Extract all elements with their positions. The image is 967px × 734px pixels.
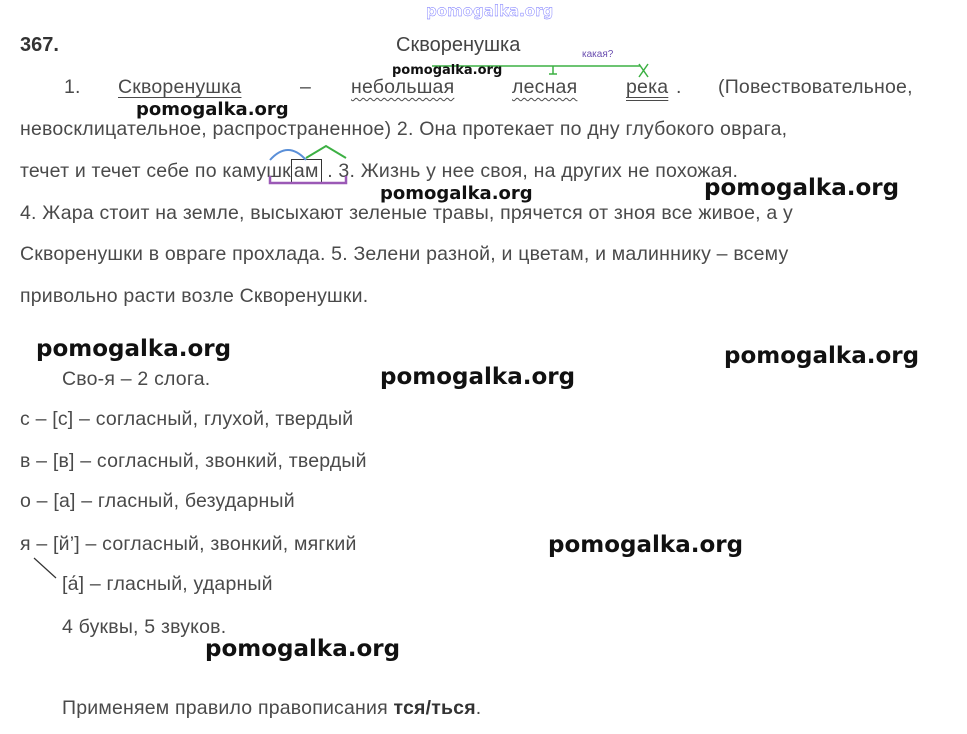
watermark-7: pomogalka.org (380, 364, 576, 390)
rule-prefix: Применяем правило правописания (62, 697, 394, 719)
phonetic-row-1: с – [с] – согласный, глухой, твердый (20, 408, 354, 430)
watermark-5: pomogalka.org (36, 336, 232, 362)
exercise-number: 367. (20, 34, 59, 56)
text-line-6: привольно расти возле Скворенушки. (20, 285, 369, 307)
phonetic-row-2: в – [в] – согласный, звонкий, твердый (20, 450, 367, 472)
word-base-bracket (270, 176, 346, 183)
subject-word: Скворенушка (118, 76, 242, 98)
word-root: камушк (222, 160, 291, 182)
syllables-line: Сво-я – 2 слога. (62, 368, 211, 390)
watermark-2: pomogalka.org (136, 99, 289, 120)
root-arc-icon (270, 150, 306, 160)
rule-bold: тся/ться (393, 697, 476, 719)
word-ending: ам (291, 159, 322, 183)
sound-link-line (34, 558, 56, 578)
predicate-word: река (626, 76, 669, 98)
rule-suffix: . (475, 697, 482, 719)
watermark-6: pomogalka.org (724, 343, 920, 369)
phonetic-row-5: [а́] – гласный, ударный (62, 573, 273, 595)
watermark-3: pomogalka.org (380, 183, 533, 204)
attribute-word-1: небольшая (351, 76, 455, 98)
line-3-prefix: течет и течет себе по (20, 160, 223, 182)
attribute-word-2: лесная (512, 76, 578, 98)
watermark-1: pomogalka.org (392, 63, 503, 78)
line-3-suffix: . 3. Жизнь у нее своя, на других не похожая. (321, 160, 739, 182)
phonetic-row-3: о – [а] – гласный, безударный (20, 490, 295, 512)
sentence-1-number: 1. (64, 76, 81, 98)
text-line-5: Скворенушки в овраге прохлада. 5. Зелени разной, и цветам, и малиннику – всему (20, 243, 789, 265)
watermark-top[interactable]: pomogalka.org (426, 2, 554, 20)
period: . (676, 76, 682, 98)
exercise-title: Скворенушка (396, 34, 521, 56)
summary-line: 4 буквы, 5 звуков. (62, 616, 227, 638)
phonetic-row-4: я – [й’] – согласный, звонкий, мягкий (20, 533, 357, 555)
watermark-4: pomogalka.org (704, 175, 900, 201)
suffix-caret-icon (306, 146, 346, 158)
text-line-4: 4. Жара стоит на земле, высыхают зеленые травы, прячется от зноя все живое, а у (20, 202, 793, 224)
text-line-2: невосклицательное, распространенное) 2. Она протекает по дну глубокого оврага, (20, 118, 788, 140)
watermark-8: pomogalka.org (548, 532, 744, 558)
dash: – (300, 76, 312, 98)
sentence-1-characteristics: (Повествовательное, (718, 76, 913, 98)
question-note: какая? (582, 49, 614, 60)
watermark-9: pomogalka.org (205, 636, 401, 662)
